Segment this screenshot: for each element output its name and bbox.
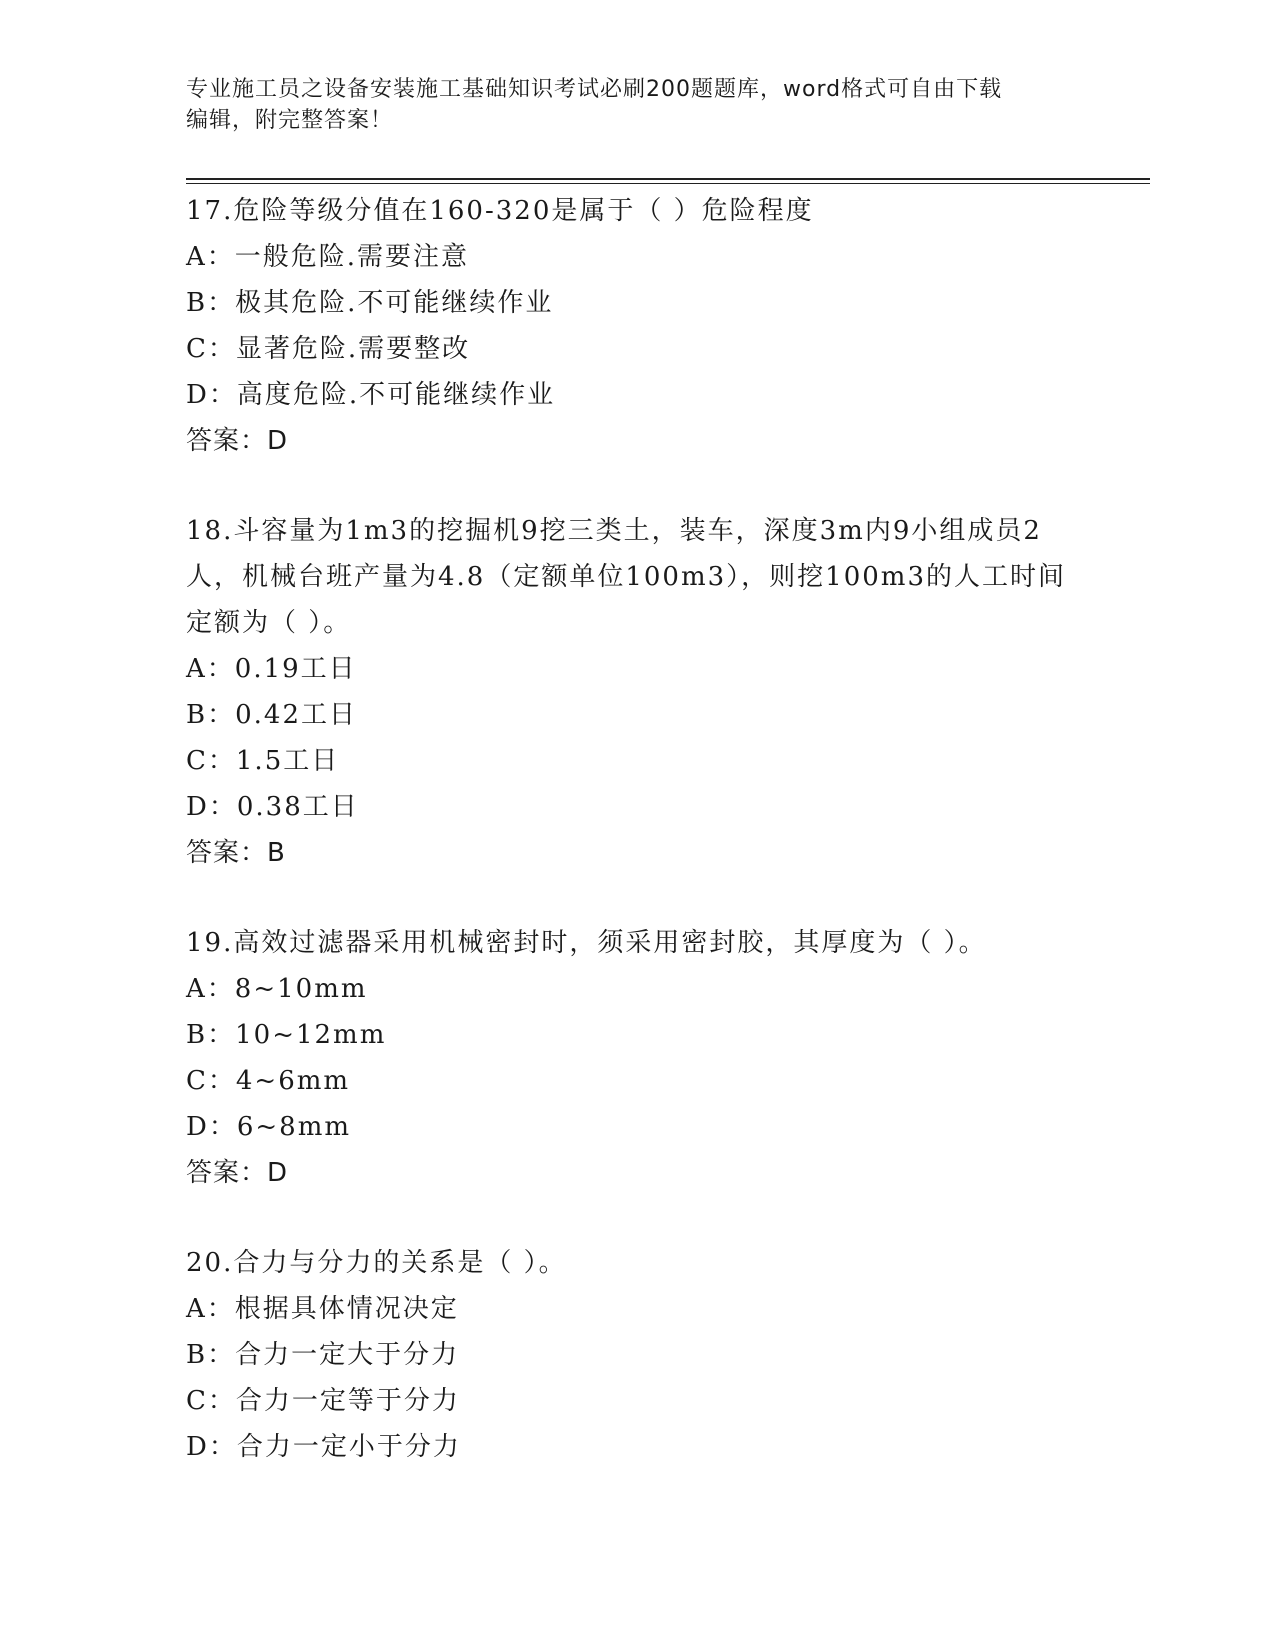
question-17 (186, 188, 1086, 464)
option-a: A：根据具体情况决定 (186, 1294, 459, 1324)
option-a: A：0.19工日 (186, 654, 357, 684)
option-d: D：6~8mm (186, 1112, 352, 1142)
answer-text: 答案：D (186, 426, 289, 456)
question-stem: 17.危险等级分值在160-320是属于（ ）危险程度 (186, 196, 814, 226)
option-d: D：0.38工日 (186, 792, 359, 822)
question-stem: 18.斗容量为1m3的挖掘机9挖三类土，装车，深度3m内9小组成员2人，机械台班产量为4.8（定额单位100m3），则挖100m3的人工时间定额为（ ）。 (186, 516, 1066, 638)
option-b: B：合力一定大于分力 (186, 1340, 460, 1370)
question-19 (186, 920, 1086, 1196)
option-b: B：0.42工日 (186, 700, 357, 730)
question-list (186, 188, 1086, 1514)
question-stem: 19.高效过滤器采用机械密封时，须采用密封胶，其厚度为（ ）。 (186, 928, 987, 958)
option-b: B：极其危险.不可能继续作业 (186, 288, 554, 318)
option-c: C：合力一定等于分力 (186, 1386, 460, 1416)
option-c: C：显著危险.需要整改 (186, 334, 471, 364)
option-c: C：1.5工日 (186, 746, 340, 776)
question-20 (186, 1240, 1086, 1470)
option-c: C：4~6mm (186, 1066, 351, 1096)
question-stem: 20.合力与分力的关系是（ ）。 (186, 1248, 567, 1278)
answer-text: 答案：B (186, 838, 286, 868)
option-d: D：高度危险.不可能继续作业 (186, 380, 556, 410)
option-d: D：合力一定小于分力 (186, 1432, 461, 1462)
option-a: A：8~10mm (186, 974, 368, 1004)
header-divider-thin (186, 183, 1150, 184)
question-18 (186, 508, 1086, 876)
header-title-line-2: 编辑，附完整答案！ (186, 108, 394, 133)
header-title-line-1: 专业施工员之设备安装施工基础知识考试必刷200题题库，word格式可自由下载 (186, 77, 1003, 102)
document-header (186, 74, 1066, 136)
option-a: A：一般危险.需要注意 (186, 242, 470, 272)
header-divider-thick (186, 178, 1150, 180)
answer-text: 答案：D (186, 1158, 289, 1188)
option-b: B：10~12mm (186, 1020, 387, 1050)
